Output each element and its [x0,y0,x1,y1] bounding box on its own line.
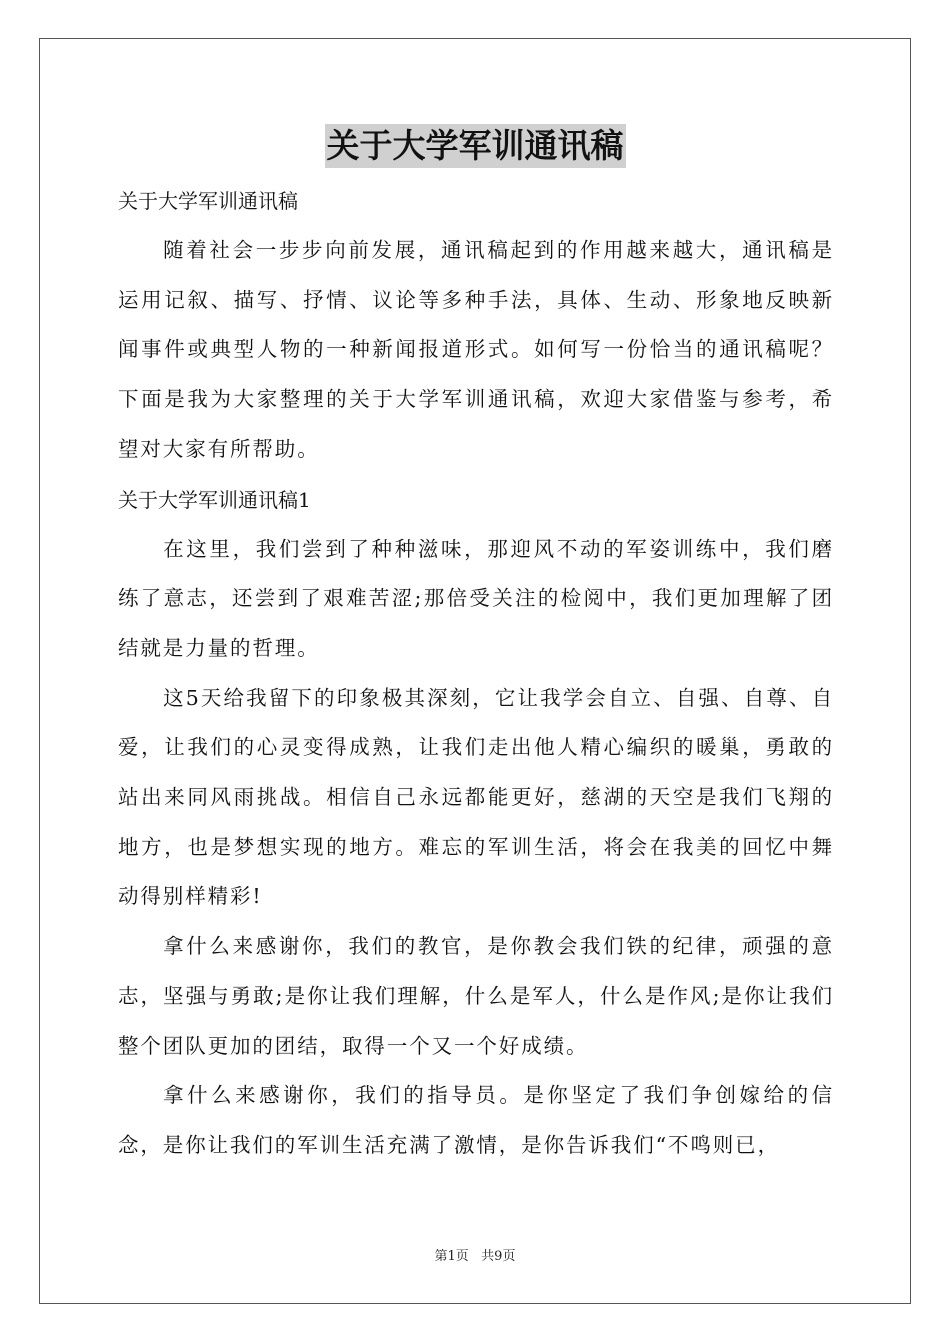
document-body [118,176,834,1171]
body-paragraph-4: 拿什么来感谢你，我们的指导员。是你坚定了我们争创嫁给的信念，是你让我们的军训生活充满了激情，是你告诉我们“不鸣则已， [118,1083,834,1157]
intro-paragraph: 随着社会一步步向前发展，通讯稿起到的作用越来越大，通讯稿是运用记叙、描写、抒情、议论等多种手法，具体、生动、形象地反映新闻事件或典型人物的一种新闻报道形式。如何写一份恰当的通讯稿呢？下面是我为大家整理的关于大学军训通讯稿，欢迎大家借鉴与参考，希望对大家有所帮助。 [118,238,834,461]
body-paragraph-3: 拿什么来感谢你，我们的教官，是你教会我们铁的纪律，顽强的意志，坚强与勇敢;是你让我们理解，什么是军人，什么是作风;是你让我们整个团队更加的团结，取得一个又一个好成绩。 [118,934,834,1058]
document-subtitle: 关于大学军训通讯稿 [118,189,298,213]
page-number-footer: 第1页 共9页 [434,1249,516,1264]
document-title: 关于大学军训通讯稿 [325,124,626,168]
section-heading: 关于大学军训通讯稿1 [118,487,311,512]
title-area [0,124,950,168]
body-paragraph-1: 在这里，我们尝到了种种滋味，那迎风不动的军姿训练中，我们磨练了意志，还尝到了艰难苦涩;那倍受关注的检阅中，我们更加理解了团结就是力量的哲理。 [118,536,834,660]
body-paragraph-2: 这5天给我留下的印象极其深刻，它让我学会自立、自强、自尊、自爱，让我们的心灵变得成熟，让我们走出他人精心编织的暖巢，勇敢的站出来同风雨挑战。相信自己永远都能更好，慈湖的天空是我们飞翔的地方，也是梦想实现的地方。难忘的军训生活，将会在我美的回忆中舞动得别样精彩! [118,685,834,909]
